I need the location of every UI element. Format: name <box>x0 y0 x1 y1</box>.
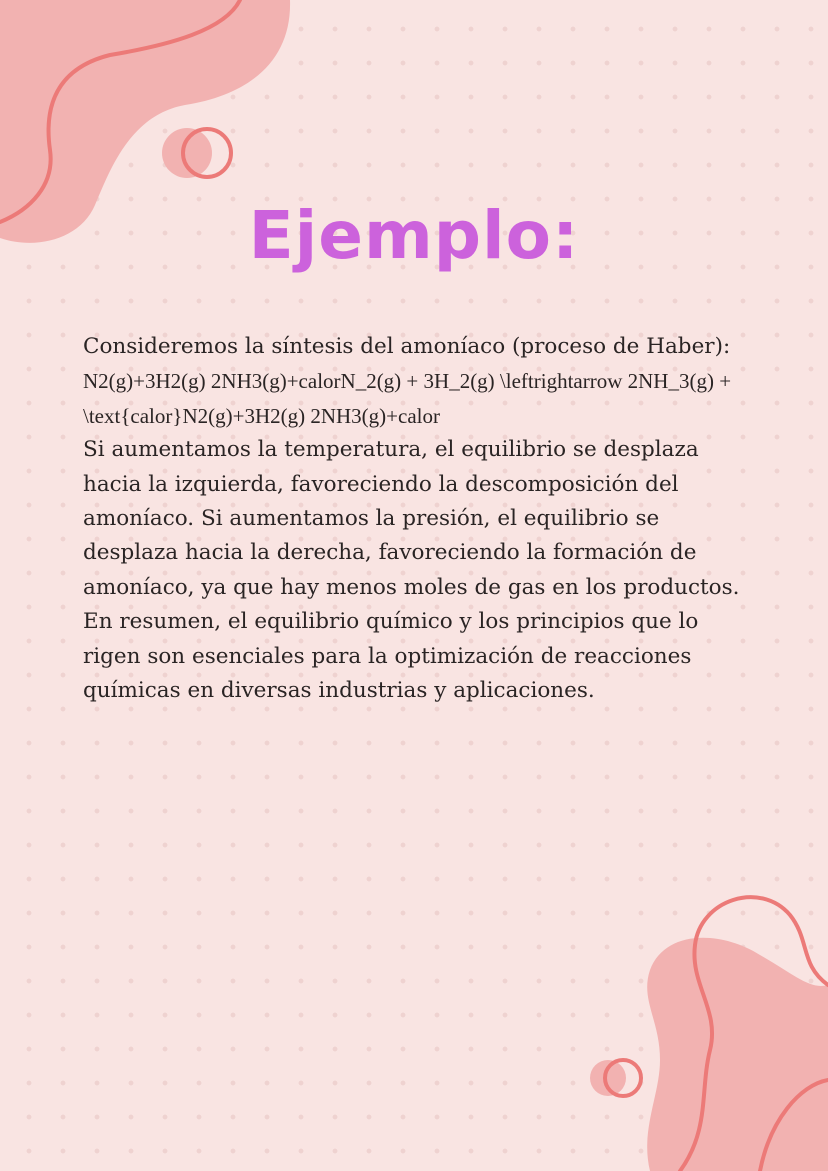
summary-paragraph: En resumen, el equilibrio químico y los principios que lo rigen son esenciales para la optimización de reacciones químicas en diversas industrias y aplicaciones. <box>83 609 699 704</box>
equation-paragraph: N2(g)+3H2(g) 2NH3(g)+calorN_2(g) + 3H_2(g) \leftrightarrow 2NH_3(g) + \text{calor}N2(g)+3H2(g) 2NH3(g)+calor <box>83 369 732 428</box>
effects-paragraph: Si aumentamos la temperatura, el equilibrio se desplaza hacia la izquierda, favoreciendo la descomposición del amoníaco. Si aumentamos la presión, el equilibrio se desplaza hacia la derecha, favoreciendo la formación de amoníaco, ya que hay menos moles de gas en los productos. <box>83 437 740 600</box>
page-title: Ejemplo: <box>248 197 580 274</box>
intro-paragraph: Consideremos la síntesis del amoníaco (proceso de Haber): <box>83 334 731 359</box>
top-left-ring-fill <box>162 128 212 178</box>
bottom-right-blob <box>647 938 828 1171</box>
body-text <box>83 330 753 708</box>
